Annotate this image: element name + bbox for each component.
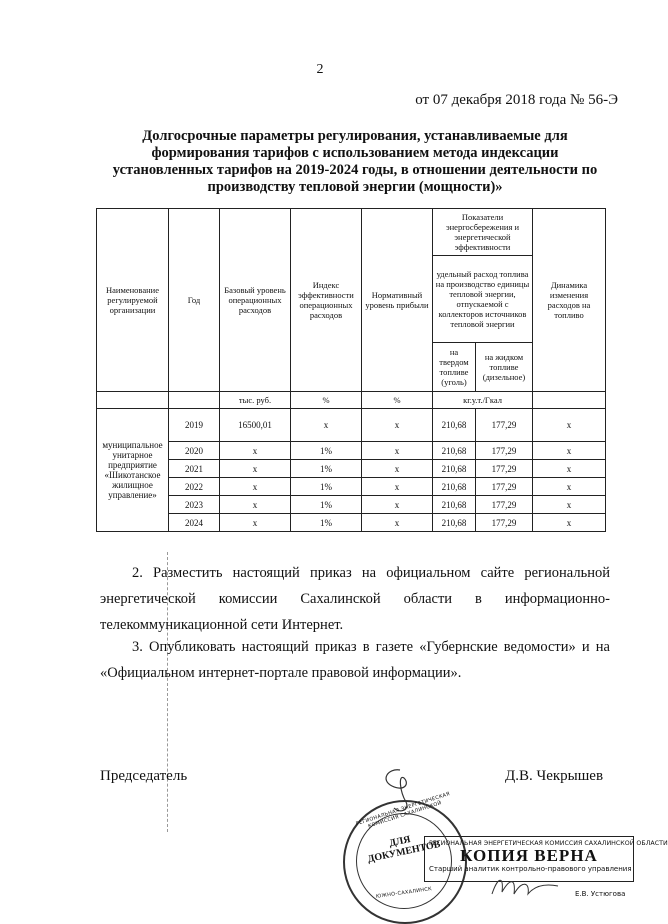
word: комиссии: [218, 591, 278, 607]
word: и: [581, 639, 590, 655]
seal-center-text: ДЛЯ ДОКУМЕНТОВ: [366, 833, 442, 866]
copy-stamp-title: КОПИЯ ВЕРНА: [460, 846, 598, 865]
copy-signature: [488, 872, 568, 902]
profit-cell: x: [362, 460, 433, 478]
paragraph-3: [100, 634, 610, 686]
header-base-costs: Базовый уровень операционных расходов: [220, 209, 291, 392]
unit-fuel: кг.у.т./Гкал: [433, 392, 533, 409]
document-title: [95, 128, 615, 196]
title-line: установленных тарифов на 2019-2024 годы, в отношении деятельности по: [112, 162, 598, 178]
table-row: [97, 478, 606, 496]
year-cell: 2022: [169, 478, 220, 496]
title-line: Долгосрочные параметры регулирования, устанавливаемые для: [142, 128, 568, 144]
unit-base: тыс. руб.: [220, 392, 291, 409]
paragraph-line: [100, 560, 610, 586]
unit-empty: [533, 392, 606, 409]
profit-cell: x: [362, 496, 433, 514]
seal-ring-text: ЮЖНО-САХАЛИНСК: [375, 886, 433, 900]
table-row: [97, 442, 606, 460]
word: «Губернские: [419, 639, 498, 655]
year-cell: 2020: [169, 442, 220, 460]
profit-cell: x: [362, 478, 433, 496]
liquid-cell: 177,29: [476, 514, 533, 532]
base-cell: x: [220, 514, 291, 532]
dynamics-cell: x: [533, 409, 606, 442]
liquid-cell: 177,29: [476, 442, 533, 460]
table-row: [97, 514, 606, 532]
paragraph-line: «Официальном интернет-портале правовой информации».: [100, 665, 462, 681]
word: приказ: [314, 639, 357, 655]
paragraph-line: [100, 634, 610, 660]
copy-stamp-org: РЕГИОНАЛЬНАЯ ЭНЕРГЕТИЧЕСКАЯ КОМИССИЯ САХАЛИНСКОЙ ОБЛАСТИ: [429, 840, 668, 847]
paragraph-line: [100, 586, 610, 612]
seal-ring-text: РЕГИОНАЛЬНАЯ ЭНЕРГЕТИЧЕСКАЯ КОМИССИЯ САХАЛИНСКОЙ: [355, 791, 451, 830]
word: ведомости»: [503, 639, 576, 655]
word: энергетической: [100, 591, 196, 607]
dynamics-cell: x: [533, 496, 606, 514]
index-cell: 1%: [291, 496, 362, 514]
solid-cell: 210,68: [433, 442, 476, 460]
unit-empty: [97, 392, 169, 409]
signatory-name: Д.В. Чекрышев: [505, 768, 604, 784]
dynamics-cell: x: [533, 460, 606, 478]
liquid-cell: 177,29: [476, 409, 533, 442]
word: официальном: [386, 565, 471, 581]
solid-cell: 210,68: [433, 514, 476, 532]
table-row: [97, 496, 606, 514]
word: региональной: [524, 565, 610, 581]
base-cell: 16500,01: [220, 409, 291, 442]
profit-cell: x: [362, 409, 433, 442]
table-row: [97, 409, 606, 442]
dynamics-cell: x: [533, 442, 606, 460]
solid-cell: 210,68: [433, 478, 476, 496]
word: на: [361, 565, 377, 581]
unit-index: %: [291, 392, 362, 409]
title-line: производству тепловой энергии (мощности)»: [207, 179, 503, 195]
copy-stamp-signer: Е.В. Устюгова: [575, 890, 626, 898]
index-cell: 1%: [291, 442, 362, 460]
dynamics-cell: x: [533, 478, 606, 496]
word: 2.: [132, 565, 143, 581]
year-cell: 2019: [169, 409, 220, 442]
dynamics-cell: x: [533, 514, 606, 532]
table-row: [97, 460, 606, 478]
index-cell: x: [291, 409, 362, 442]
base-cell: x: [220, 460, 291, 478]
title-line: формирования тарифов с использованием метода индексации: [151, 145, 559, 161]
index-cell: 1%: [291, 460, 362, 478]
base-cell: x: [220, 442, 291, 460]
word: на: [595, 639, 610, 655]
word: в: [362, 639, 370, 655]
document-reference: от 07 декабря 2018 года № 56-Э: [415, 92, 618, 108]
year-cell: 2024: [169, 514, 220, 532]
header-energy-indicators: Показатели энергосбережения и энергетической эффективности: [433, 209, 533, 256]
word: Сахалинской: [300, 591, 381, 607]
word: газете: [375, 639, 414, 655]
header-efficiency-index: Индекс эффективности операционных расходов: [291, 209, 362, 392]
page-number: 2: [316, 62, 324, 77]
header-year: Год: [169, 209, 220, 392]
year-cell: 2021: [169, 460, 220, 478]
liquid-cell: 177,29: [476, 460, 533, 478]
word: настоящий: [241, 639, 309, 655]
header-profit-level: Нормативный уровень прибыли: [362, 209, 433, 392]
liquid-cell: 177,29: [476, 478, 533, 496]
word: информационно-: [504, 591, 610, 607]
solid-cell: 210,68: [433, 409, 476, 442]
copy-stamp-position: Старший аналитик контрольно-правового управления: [429, 865, 632, 873]
paragraph-line: телекоммуникационной сети Интернет.: [100, 617, 344, 633]
word: области: [403, 591, 453, 607]
org-name-cell: муниципальное унитарное предприятие «Шикотанское жилищное управление»: [97, 409, 169, 532]
liquid-cell: 177,29: [476, 496, 533, 514]
profit-cell: x: [362, 514, 433, 532]
header-fuel-dynamics: Динамика изменения расходов на топливо: [533, 209, 606, 392]
header-solid-fuel: на твердом топливе (уголь): [433, 343, 476, 392]
base-cell: x: [220, 478, 291, 496]
unit-profit: %: [362, 392, 433, 409]
header-org: Наименование регулируемой организации: [97, 209, 169, 392]
paragraph-2: [100, 560, 610, 638]
index-cell: 1%: [291, 478, 362, 496]
word: сайте: [480, 565, 515, 581]
year-cell: 2023: [169, 496, 220, 514]
solid-cell: 210,68: [433, 496, 476, 514]
word: настоящий: [232, 565, 300, 581]
word: 3.: [132, 639, 143, 655]
index-cell: 1%: [291, 514, 362, 532]
signatory-position: Председатель: [100, 768, 188, 784]
word: приказ: [309, 565, 352, 581]
word: в: [475, 591, 482, 607]
tariff-parameters-table: [96, 208, 606, 532]
header-liquid-fuel: на жидком топливе (дизельное): [476, 343, 533, 392]
solid-cell: 210,68: [433, 460, 476, 478]
profit-cell: x: [362, 442, 433, 460]
header-specific-fuel: удельный расход топлива на производство единицы тепловой энергии, отпускаемой с коллекторов источников тепловой энергии: [433, 256, 533, 343]
word: Опубликовать: [149, 639, 236, 655]
word: Разместить: [153, 565, 223, 581]
unit-empty: [169, 392, 220, 409]
base-cell: x: [220, 496, 291, 514]
